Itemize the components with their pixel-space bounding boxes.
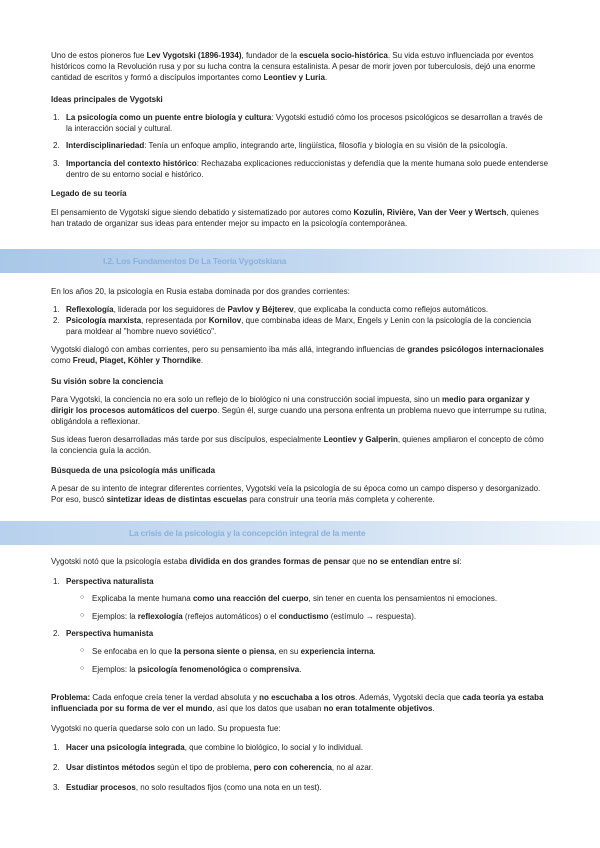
section1-intro: En los años 20, la psicología en Rusia estaba dominada por dos grandes corrientes: xyxy=(51,287,350,296)
perspective-item-2: 2. Perspectiva humanista xyxy=(53,629,154,638)
corriente-item-2: 2. Psicología marxista, representada por Kornilov, que combinaba ideas de Marx, Engels y Lenin con la psicología de la conciencia para moldear al "hombre nuevo soviético". xyxy=(53,316,532,337)
perspective-2-sub-1: ○ Se enfocaba en lo que la persona siente o piensa, en su experiencia interna. xyxy=(80,647,376,656)
conciencia-heading: Su visión sobre la conciencia xyxy=(51,377,164,386)
section2-intro: Vygotski notó que la psicología estaba dividida en dos grandes formas de pensar que no se entendían entre sí: xyxy=(51,557,462,566)
propuesta-intro: Vygotski no quería quedarse solo con un lado. Su propuesta fue: xyxy=(51,724,281,733)
propuesta-item-2: 2. Usar distintos métodos según el tipo de problema, pero con coherencia, no al azar. xyxy=(53,763,374,772)
subsection-title: La crisis de la psicología y la concepción integral de la mente xyxy=(129,528,366,538)
ideas-heading: Ideas principales de Vygotski xyxy=(51,95,163,104)
subsection-header-band xyxy=(0,521,600,545)
perspective-2-sub-2: ○ Ejemplos: la psicología fenomenológica o comprensiva. xyxy=(80,665,302,674)
ideas-item-2: 2. Interdisciplinariedad: Tenía un enfoque amplio, integrando arte, lingüística, filosofía y biología en su visión de la psicología. xyxy=(53,141,508,150)
conciencia-paragraph: Para Vygotski, la conciencia no era solo un reflejo de lo biológico ni una construcción social impuesta, sino un medio para organizar y dirigir los procesos automáticos del cuerpo. Según él, surge cuando una persona enfrenta un problema nuevo que interrumpe su rutina, obligándola a reflexionar. xyxy=(51,395,547,427)
ideas-item-1: 1. La psicología como un puente entre biología y cultura: Vygotski estudió cómo los procesos psicológicos se desarrollan a través de la interacción social y cultural. xyxy=(53,113,543,134)
perspective-item-1: 1. Perspectiva naturalista xyxy=(53,577,154,586)
section-title: I.2. Los Fundamentos De La Teoría Vygotskiana xyxy=(103,256,287,266)
busqueda-paragraph: A pesar de su intento de integrar diferentes corrientes, Vygotski veía la psicología de su época como un campo disperso y desorganizado. Por eso, buscó sintetizar ideas de distintas escuelas para construir una teoría más completa y coherente. xyxy=(51,484,541,505)
legado-heading: Legado de su teoría xyxy=(51,189,127,198)
propuesta-item-1: 1. Hacer una psicología integrada, que combine lo biológico, lo social y lo individual. xyxy=(53,743,364,752)
section-header-band xyxy=(0,249,600,273)
ideas-item-3: 3. Importancia del contexto histórico: Rechazaba explicaciones reduccionistas y defendía que la mente humana solo puede entenderse dentro de su entorno social e histórico. xyxy=(53,159,549,180)
busqueda-heading: Búsqueda de una psicología más unificada xyxy=(51,466,216,475)
dialog-paragraph: Vygotski dialogó con ambas corrientes, pero su pensamiento iba más allá, integrando influencias de grandes psicólogos internacionales como Freud, Piaget, Köhler y Thorndike. xyxy=(51,345,544,366)
legado-paragraph: El pensamiento de Vygotski sigue siendo debatido y sistematizado por autores como Kozulin, Rivière, Van der Veer y Wertsch, quienes han tratado de organizar sus ideas para entender mejor su impacto en la psicología contemporánea. xyxy=(51,208,539,229)
propuesta-item-3: 3. Estudiar procesos, no solo resultados fijos (como una nota en un test). xyxy=(53,783,322,792)
perspective-1-sub-1: ○ Explicaba la mente humana como una reacción del cuerpo, sin tener en cuenta los pensamientos ni emociones. xyxy=(80,594,498,603)
perspective-1-sub-2: ○ Ejemplos: la reflexología (reflejos automáticos) o el conductismo (estímulo → respuesta). xyxy=(80,612,417,621)
intro-paragraph: Uno de estos pioneros fue Lev Vygotski (1896-1934), fundador de la escuela socio-histórica. Su vida estuvo influenciada por eventos históricos como la Revolución rusa y por su lucha contra la censura estalinista. A pesar de morir joven por tuberculosis, dejó una enorme cantidad de escritos y formó a discípulos importantes como Leontiev y Luria. xyxy=(51,51,536,83)
discipulos-paragraph: Sus ideas fueron desarrolladas más tarde por sus discípulos, especialmente Leontiev y Galperin, quienes ampliaron el concepto de cómo la conciencia guía la acción. xyxy=(51,435,544,456)
problema-paragraph: Problema: Cada enfoque creía tener la verdad absoluta y no escuchaba a los otros. Además, Vygotski decía que cada teoría ya estaba influenciada por su forma de ver el mundo, así que los datos que usaban no eran totalmente objetivos. xyxy=(51,693,544,714)
corriente-item-1: 1. Reflexología, liderada por los seguidores de Pavlov y Béjterev, que explicaba la conducta como reflejos automáticos. xyxy=(53,305,489,314)
